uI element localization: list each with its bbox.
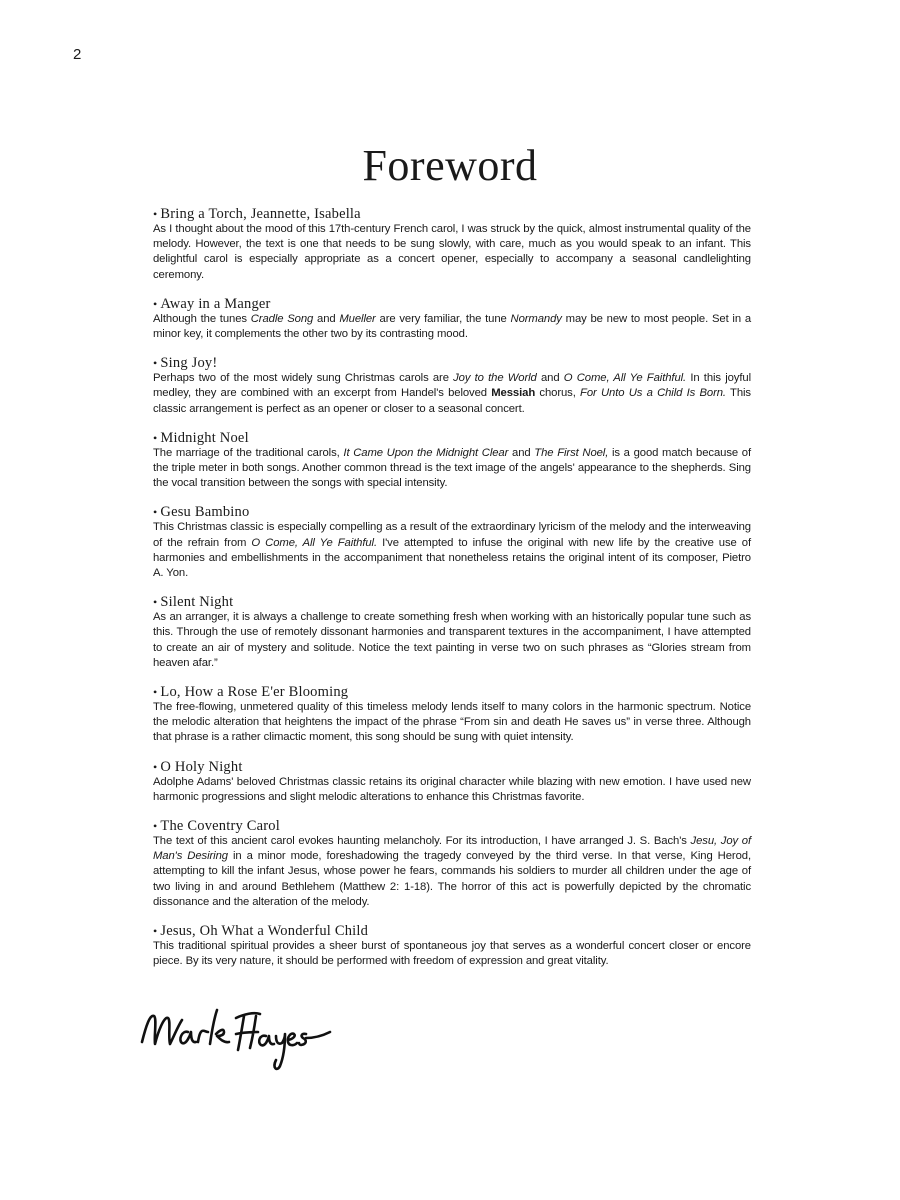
page-title: Foreword [362, 141, 538, 190]
title-reference: Joy to the World [453, 372, 537, 385]
body-text: The marriage of the traditional carols, [153, 446, 344, 459]
foreword-entry [153, 356, 751, 417]
bullet-icon: • [153, 296, 158, 311]
foreword-entry [153, 595, 751, 671]
body-text: and [508, 446, 535, 459]
entry-body [153, 775, 751, 805]
bullet-icon: • [153, 430, 158, 445]
bullet-icon: • [153, 595, 158, 610]
body-text: may be new to most people. Set in a minor key, it complements the other two by its contrasting mood. [153, 312, 751, 341]
body-text: I've attempted to infuse the original with new life by the creative use of harmonies and embellishments in the accompaniment that nonetheless retains the original intent of its composer, Pietro A. Yon. [153, 536, 752, 580]
entry-heading [153, 356, 751, 371]
body-text: Although the tunes [153, 312, 251, 325]
entry-heading [153, 924, 751, 939]
entry-heading [153, 595, 751, 610]
foreword-entry [153, 431, 751, 492]
entry-heading-text: Jesus, Oh What a Wonderful Child [160, 923, 369, 940]
entry-body [153, 371, 751, 417]
entry-heading [153, 819, 751, 834]
entry-heading-text: Away in a Manger [160, 295, 271, 312]
body-text: In this joyful medley, they are combined with an excerpt from Handel's beloved [153, 372, 751, 400]
title-reference: O Come, All Ye Faithful. [563, 372, 687, 385]
entry-body [153, 222, 751, 283]
entry-heading [153, 760, 751, 775]
body-text: As I thought about the mood of this 17th-century French carol, I was struck by the quick, almost instrumental quality of the melody. However, the text is one that needs to be sung slowly, with care, much as you would speak to an infant. This delightful carol is especially appropriate as a concert opener, especially to accompany a seasonal candlelighting ceremony. [153, 223, 751, 281]
foreword-entry [153, 685, 751, 746]
entry-heading-text: Sing Joy! [160, 355, 218, 372]
entry-body [153, 834, 751, 910]
body-text: As an arranger, it is always a challenge to create something fresh when working with an historically popular tune such as this. Through the use of remotely dissonant harmonies and transparent textures in the accompaniment, I have attempted to create an air of mystery and solitude. Notice the text painting in verse two on such phrases as “Glories stream from heaven afar.” [153, 611, 751, 669]
body-text: and [313, 312, 340, 325]
entry-body [153, 520, 751, 581]
signature [136, 996, 336, 1076]
title-reference: For Unto Us a Child Is Born. [580, 387, 726, 400]
entry-heading-text: Bring a Torch, Jeannette, Isabella [160, 206, 361, 222]
foreword-entry [153, 297, 751, 342]
title-reference: It Came Upon the Midnight Clear [343, 446, 509, 459]
bullet-icon: • [153, 819, 158, 834]
bullet-icon: • [153, 924, 158, 939]
body-text: The free-flowing, unmetered quality of this timeless melody lends itself to many colors in the harmonic spectrum. Notice the melodic alteration that heightens the impact of the phrase “From sin and death He saves us” in verse three. Although that phrase is a rather climactic moment, this song should be sung with quiet intensity. [153, 701, 751, 744]
title-reference: Cradle Song [250, 312, 314, 325]
entry-heading [153, 207, 751, 222]
body-text: chorus, [535, 387, 581, 400]
entry-heading [153, 431, 751, 446]
body-text: Perhaps two of the most widely sung Christmas carols are [153, 372, 454, 385]
bullet-icon: • [153, 207, 158, 221]
entry-body [153, 312, 751, 342]
body-text: is a good match because of the triple meter in both songs. Another common thread is the text image of the angels' appearance to the shepherds. Sing the vocal transition between the songs with special intensity. [153, 446, 752, 490]
bullet-icon: • [153, 685, 158, 700]
foreword-entry [153, 819, 751, 910]
entry-heading-text: The Coventry Carol [160, 818, 280, 835]
entry-heading [153, 297, 751, 312]
bullet-icon: • [153, 759, 158, 774]
body-text: Adolphe Adams' beloved Christmas classic retains its original character while blazing with new emotion. I have used new harmonic progressions and slight melodic alterations to enhance this Christmas favorite. [153, 775, 751, 803]
entry-body [153, 700, 751, 746]
foreword-entry [153, 760, 751, 805]
body-text: This classic arrangement is perfect as an opener or closer to a seasonal concert. [153, 387, 751, 415]
foreword-entry [153, 924, 751, 969]
entry-heading [153, 505, 751, 520]
entry-heading [153, 685, 751, 700]
bullet-icon: • [153, 505, 158, 520]
entry-heading-text: Midnight Noel [160, 429, 249, 446]
body-text: The text of this ancient carol evokes haunting melancholy. For its introduction, I have arranged J. S. Bach's [153, 835, 691, 848]
body-text: and [536, 372, 564, 385]
bullet-icon: • [153, 356, 158, 371]
body-text: This traditional spiritual provides a sheer burst of spontaneous joy that serves as a wonderful concert closer or encore piece. By its very nature, it should be performed with freedom of expression and great vitality. [153, 940, 751, 968]
entry-body [153, 939, 751, 969]
entry-heading-text: O Holy Night [160, 758, 243, 775]
page-number: 2 [73, 46, 82, 63]
title-reference: Normandy [510, 312, 562, 325]
entry-heading-text: Gesu Bambino [160, 504, 250, 521]
entry-heading-text: Silent Night [160, 594, 234, 611]
body-text: are very familiar, the tune [375, 312, 511, 325]
title-reference: The First Noel, [534, 446, 609, 459]
body-text: This Christmas classic is especially compelling as a result of the extraordinary lyricism of the melody and the interweaving of the refrain from [153, 521, 751, 549]
entry-body [153, 610, 751, 671]
body-text: in a minor mode, foreshadowing the tragedy conveyed by the third verse. In that verse, King Herod, attempting to kill the infant Jesus, whose power he fears, commands his soldiers to murder all children under the age of two living in and around Bethlehem (Matthew 2: 1-18). The horror of this act is powerfully depicted by the chromatic dissonance and the alteration of the melody. [153, 850, 751, 908]
bold-reference: Messiah [491, 387, 536, 400]
foreword-entry [153, 505, 751, 581]
entry-body [153, 446, 751, 492]
title-reference: Jesu, Joy of Man's Desiring [153, 835, 751, 863]
foreword-entries [153, 207, 751, 984]
title-reference: O Come, All Ye Faithful. [251, 536, 378, 549]
foreword-entry [153, 207, 751, 283]
title-reference: Mueller [339, 312, 376, 325]
entry-heading-text: Lo, How a Rose E'er Blooming [160, 684, 349, 701]
